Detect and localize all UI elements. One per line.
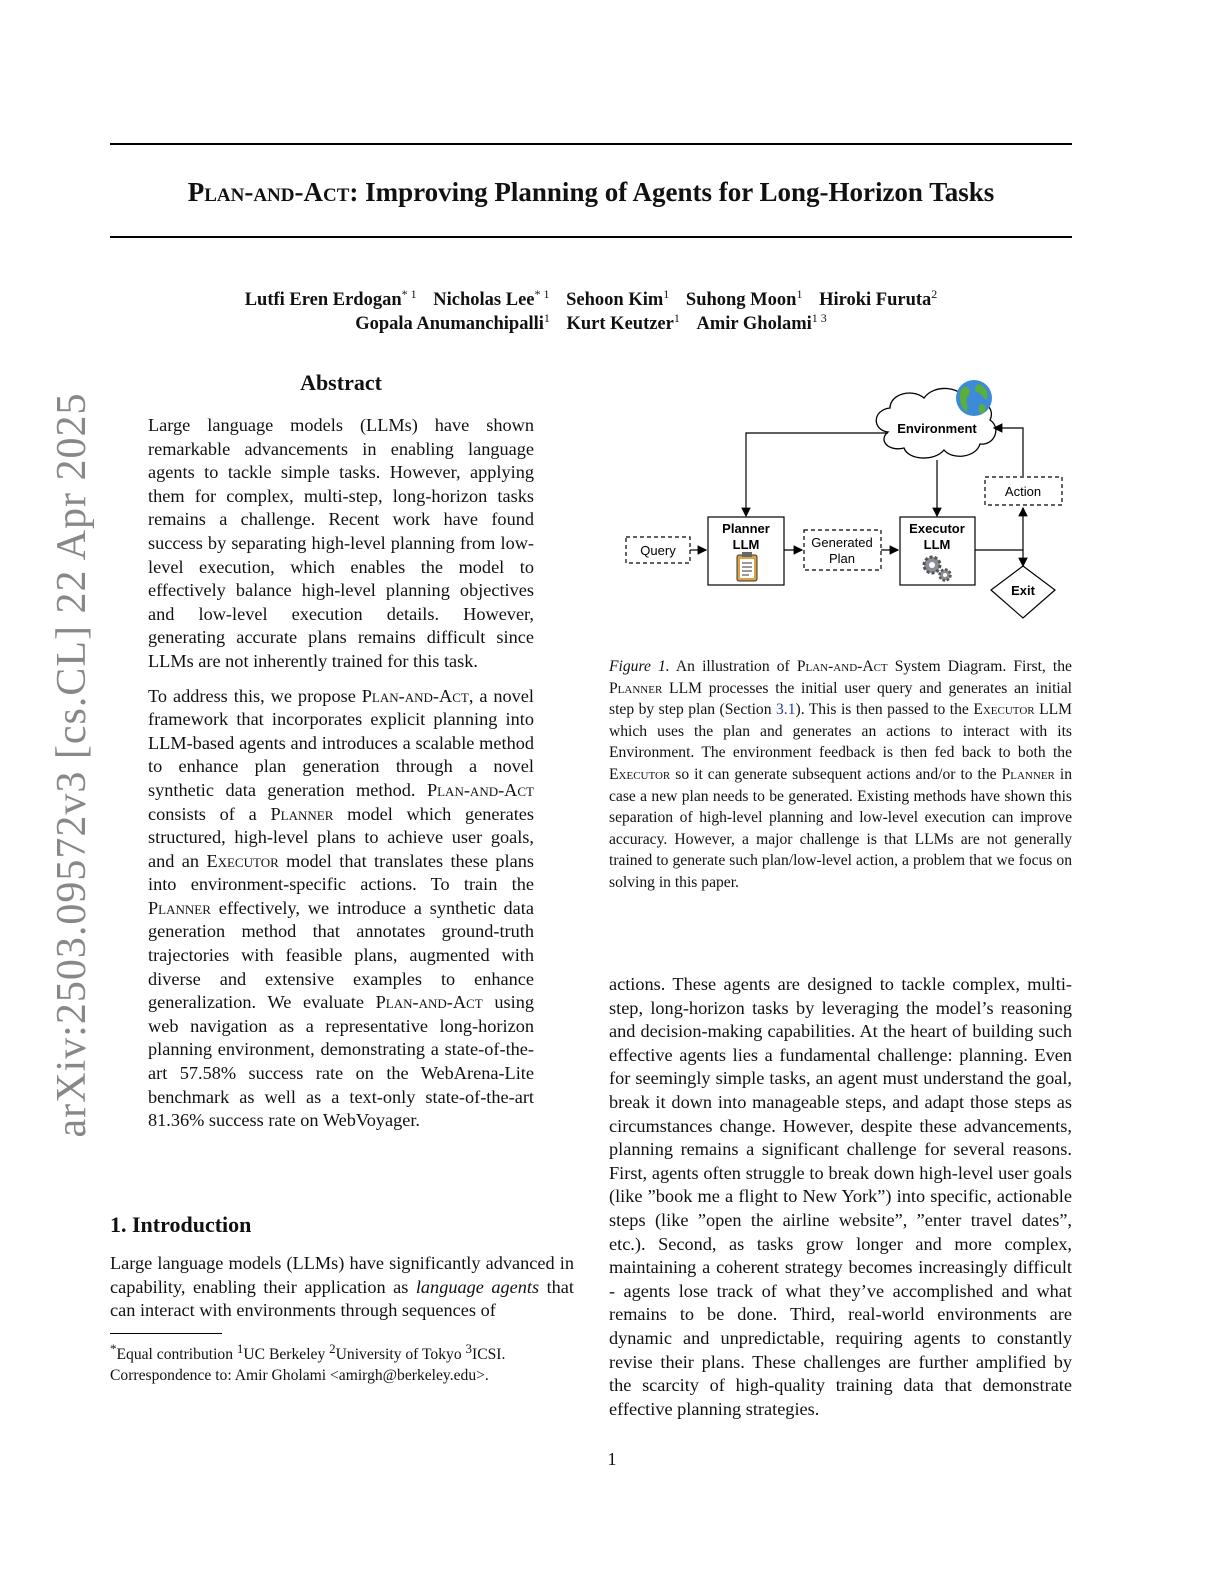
- section-reference-link[interactable]: 3.1: [776, 701, 796, 719]
- author: Kurt Keutzer$^1$: [566, 311, 680, 335]
- title-method-3: Act: [303, 177, 350, 207]
- intro-paragraph-1: Large language models (LLMs) have significantly advanced in capability, enabling their application as language agents that can interact with environments through sequences of: [110, 1253, 574, 1321]
- abstract-body: [148, 414, 534, 1133]
- title-dash-1: -: [244, 177, 254, 207]
- emphasis-language-agents: language agents: [415, 1276, 540, 1297]
- planner-label: Planner: [722, 521, 770, 536]
- action-label: Action: [1004, 484, 1042, 499]
- environment-label: Environment: [897, 421, 977, 436]
- title-dash-2: -: [294, 177, 304, 207]
- author: Suhong Moon$^1$: [685, 287, 803, 311]
- author: Sehoon Kim$^1$: [566, 287, 670, 311]
- generated-plan-node: [804, 530, 881, 570]
- author: Hiroki Furuta$^2$: [819, 287, 938, 311]
- planner-sublabel: LLM: [732, 537, 760, 552]
- generated-plan-label: Generated: [811, 535, 873, 550]
- figure-label: Figure 1.: [609, 658, 670, 675]
- author: Amir Gholami$^{1 3}$: [696, 311, 827, 335]
- title-method-1: Plan: [187, 177, 245, 207]
- query-label: Query: [640, 543, 676, 558]
- query-node: [626, 537, 690, 563]
- title-rule-top: [110, 143, 1072, 145]
- abstract-paragraph-1: Large language models (LLMs) have shown remarkable advancements in enabling language agents to tackle simple tasks. However, applying them for complex, multi-step, long-horizon tasks remains a challenge. Recent work have found success by separating high-level planning from low-level execution, which enables the model to effectively balance high-level planning objectives and low-level execution details. However, generating accurate plans remains difficult since LLMs are not inherently trained for this task.: [148, 415, 534, 671]
- exit-label: Exit: [1011, 583, 1035, 598]
- executor-sublabel: LLM: [923, 537, 951, 552]
- page-number: 1: [607, 1449, 617, 1469]
- executor-label: Executor: [909, 521, 965, 536]
- intro-paragraph-2: actions. These agents are designed to tackle complex, multi-step, long-horizon tasks by leveraging the model’s reasoning and decision-making capabilities. At the heart of building such effective agents lies a fundamental challenge: planning. Even for seemingly simple tasks, an agent must understand the goal, break it down into manageable steps, and adapt those steps as circumstances change. However, despite these advancements, planning remains a significant challenge for several reasons. First, agents often struggle to break down high-level user goals (like ”book me a flight to New York”) into specific, actionable steps (like ”open the airline website”, ”enter travel dates”, etc.). Second, as tasks grow longer and more complex, maintaining a coherent strategy becomes increasingly difficult - agents lose track of what they’ve accomplished and what remains to be done. Third, real-world environments are dynamic and unpredictable, requiring agents to constantly revise their plans. These challenges are further amplified by the scarcity of high-quality training data that demonstrate effective planning strategies.: [609, 974, 1072, 1419]
- author: Nicholas Lee$^{* 1}$: [433, 287, 550, 311]
- author-line-2: [110, 306, 1072, 336]
- generated-plan-sublabel: Plan: [828, 551, 856, 566]
- exit-node: [991, 566, 1055, 618]
- globe-icon: [956, 380, 992, 416]
- paper-title: [110, 176, 1072, 208]
- executor-node: [900, 517, 975, 585]
- action-node: [985, 477, 1062, 505]
- correspondence-line: Correspondence to: Amir Gholami <amirgh@berkeley.edu>.: [110, 1367, 489, 1385]
- title-method-2: and: [253, 177, 295, 207]
- author: Gopala Anumanchipalli$^1$: [355, 311, 550, 335]
- introduction-heading: 1. Introduction: [110, 1212, 252, 1237]
- abstract-paragraph-2: To address this, we propose Plan-and-Act, a novel framework that incorporates explicit planning into LLM-based agents and introduces a scalable method to enhance plan generation through a novel synthetic data generation method. Plan-and-Act consists of a Planner model which generates structured, high-level plans to achieve user goals, and an Executor model that translates these plans into environment-specific actions. To train the Planner effectively, we introduce a synthetic data generation method that annotates ground-truth trajectories with feasible plans, augmented with diverse and extensive examples to enhance generalization. We evaluate Plan-and-Act using web navigation as a representative long-horizon planning environment, demonstrating a state-of-the-art 57.58% success rate on the WebArena-Lite benchmark as well as a text-only state-of-the-art 81.36% success rate on WebVoyager.: [148, 685, 534, 1131]
- footnote-rule: [110, 1333, 222, 1334]
- system-diagram: [600, 372, 1080, 632]
- footnote: *Equal contribution $^1$UC Berkeley $^2$University of Tokyo $^3$ICSI. Correspondence to: Amir Gholami <amirgh@berkeley.edu>.: [110, 1338, 580, 1386]
- abstract-heading: Abstract: [300, 370, 382, 395]
- planner-node: [708, 517, 784, 585]
- author: Lutfi Eren Erdogan$^{* 1}$: [244, 287, 417, 311]
- title-rule-bottom: [110, 236, 1072, 238]
- clipboard-icon: [737, 552, 757, 581]
- figure-caption: Figure 1. An illustration of Plan-and-Act System Diagram. First, the Planner LLM processes the initial user query and generates an initial step by step plan (Section 3.1). This is then passed to the Executor LLM which uses the plan and generates an actions to interact with its Environment. The environment feedback is then fed back to both the Executor so it can generate subsequent actions and/or to the Planner in case a new plan needs to be generated. Existing methods have shown this separation of high-level planning and low-level execution can improve accuracy. However, a major challenge is that LLMs are not generally trained to generate such plan/low-level action, a problem that we focus on solving in this paper.: [609, 658, 1072, 891]
- title-rest: : Improving Planning of Agents for Long-Horizon Tasks: [349, 177, 995, 207]
- arxiv-stamp: arXiv:2503.09572v3 [cs.CL] 22 Apr 2025: [49, 392, 95, 1138]
